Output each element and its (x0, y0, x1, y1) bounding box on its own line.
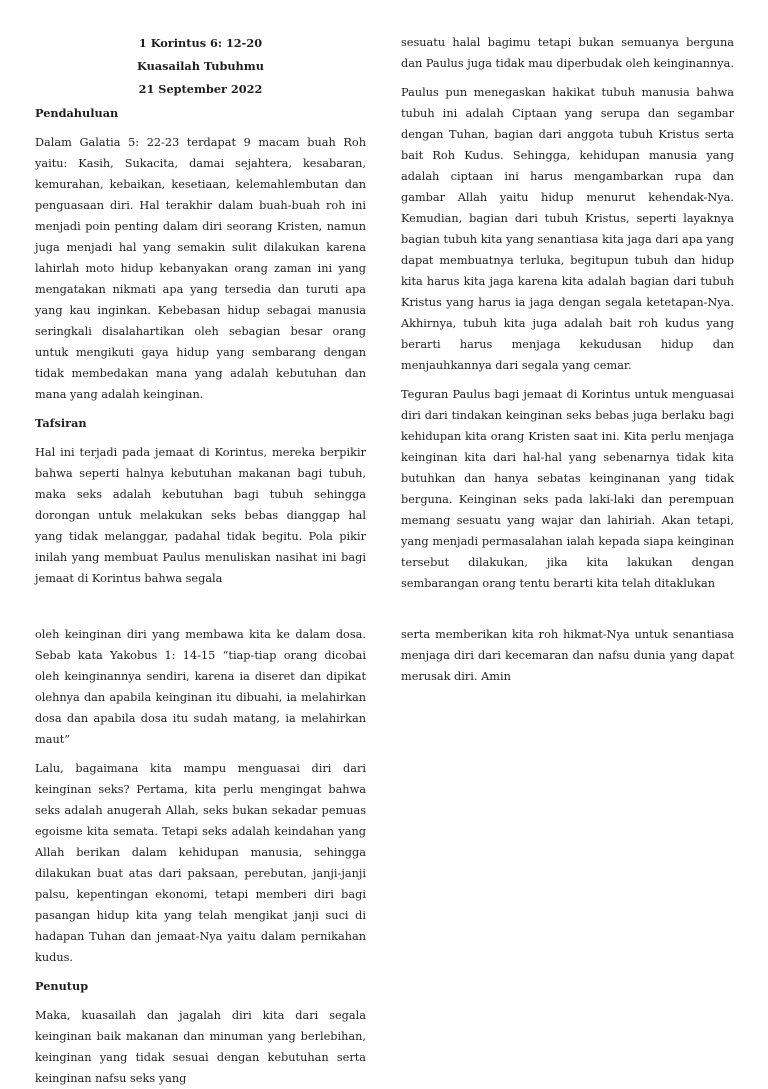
paragraph-penutup: Maka, kuasailah dan jagalah diri kita dari segala keinginan baik makanan dan minuman yang berlebihan, keinginan yang tidak sesuai dengan kebutuhan serta keinginan nafsu seks yang (35, 1009, 366, 1085)
heading-pendahuluan: Pendahuluan (35, 106, 119, 120)
page1-left-column (35, 32, 366, 585)
scripture-reference: 1 Korintus 6: 12-20 (138, 36, 263, 50)
paragraph: Paulus pun menegaskan hakikat tubuh manusia bahwa tubuh ini adalah Ciptaan yang serupa dan segambar dengan Tuhan, bagian dari anggota tubuh Kristus serta bait Roh Kudus. Sehingga, kehidupan manusia yang adalah ciptaan ini harus mengambarkan rupa dan gambar Allah yaitu hidup menurut kehendak-Nya. Kemudian, bagian dari tubuh Kristus, seperti layaknya bagian tubuh kita yang senantiasa kita jaga dari apa yang dapat membuatnya terluka, begitupun tubuh dan hidup kita harus kita jaga karena kita adalah bagian dari tubuh Kristus yang harus ia jaga dengan segala ketetapan-Nya. Akhirnya, tubuh kita juga adalah bait roh kudus yang berarti harus menjaga kekudusan hidup dan menjauhkannya dari segala yang cemar. (401, 86, 734, 372)
heading-penutup: Penutup (35, 979, 89, 993)
paragraph-tafsiran: Hal ini terjadi pada jemaat di Korintus, mereka berpikir bahwa seperti halnya kebutuhan makanan bagi tubuh, maka seks adalah kebutuhan bagi tubuh sehingga dorongan untuk melakukan seks bebas dianggap hal yang tidak melanggar, padahal tidak begitu. Pola pikir inilah yang membuat Paulus menuliskan nasihat ini bagi jemaat di Korintus bahwa segala (35, 446, 366, 585)
sermon-date: 21 September 2022 (138, 82, 263, 96)
paragraph: Teguran Paulus bagi jemaat di Korintus untuk menguasai diri dari tindakan keinginan seks bebas juga berlaku bagi kehidupan kita orang Kristen saat ini. Kita perlu menjaga keinginan kita dari hal-hal yang sebenarnya tidak kita butuhkan dan hanya sebatas keinginanan yang tidak berguna. Keinginan seks pada laki-laki dan perempuan memang sesuatu yang wajar dan lahiriah. Akan tetapi, yang menjadi permasalahan ialah kepada siapa keinginan tersebut dilakukan, jika kita lakukan dengan sembarangan orang tentu berarti kita telah ditaklukan (401, 388, 734, 590)
paragraph: Lalu, bagaimana kita mampu menguasai diri dari keinginan seks? Pertama, kita perlu mengingat bahwa seks adalah anugerah Allah, seks bukan sekadar pemuas egoisme kita semata. Tetapi seks adalah keindahan yang Allah berikan dalam kehidupan manusia, sehingga dilakukan buat atas dari paksaan, perebutan, janji-janji palsu, kepentingan ekonomi, tetapi memberi diri bagi pasangan hidup kita yang telah mengikat janji suci di hadapan Tuhan dan jemaat-Nya yaitu dalam pernikahan kudus. (35, 762, 366, 964)
sermon-title: Kuasailah Tubuhmu (137, 59, 264, 73)
page2-left-column (35, 624, 366, 1085)
paragraph: sesuatu halal bagimu tetapi bukan semuanya berguna dan Paulus juga tidak mau diperbudak oleh keinginannya. (401, 36, 734, 70)
heading-tafsiran: Tafsiran (35, 416, 87, 430)
page2-right-column (401, 624, 734, 724)
page1-right-column (401, 32, 734, 590)
paragraph-pendahuluan: Dalam Galatia 5: 22-23 terdapat 9 macam buah Roh yaitu: Kasih, Sukacita, damai sejahtera, kesabaran, kemurahan, kebaikan, kesetiaan, kelemahlembutan dan penguasaan diri. Hal terakhir dalam buah-buah roh ini menjadi poin penting dalam diri seorang Kristen, namun juga menjadi hal yang semakin sulit dilakukan karena lahirlah moto hidup kebanyakan orang zaman ini yang mengatakan nikmati apa yang tersedia dan turuti apa yang kau inginkan. Kebebasan hidup sebagai manusia seringkali disalahartikan oleh sebagian besar orang untuk mengikuti gaya hidup yang sembarang dengan tidak membedakan mana yang adalah kebutuhan dan mana yang adalah keinginan. (35, 136, 366, 401)
paragraph: oleh keinginan diri yang membawa kita ke dalam dosa. Sebab kata Yakobus 1: 14-15 “tiap-tiap orang dicobai oleh keinginannya sendiri, karena ia diseret dan dipikat olehnya dan apabila keinginan itu dibuahi, ia melahirkan dosa dan apabila dosa itu sudah matang, ia melahirkan maut” (35, 628, 366, 746)
title-block (35, 32, 366, 101)
paragraph-closing: serta memberikan kita roh hikmat-Nya untuk senantiasa menjaga diri dari kecemaran dan nafsu dunia yang dapat merusak diri. Amin (401, 628, 734, 683)
